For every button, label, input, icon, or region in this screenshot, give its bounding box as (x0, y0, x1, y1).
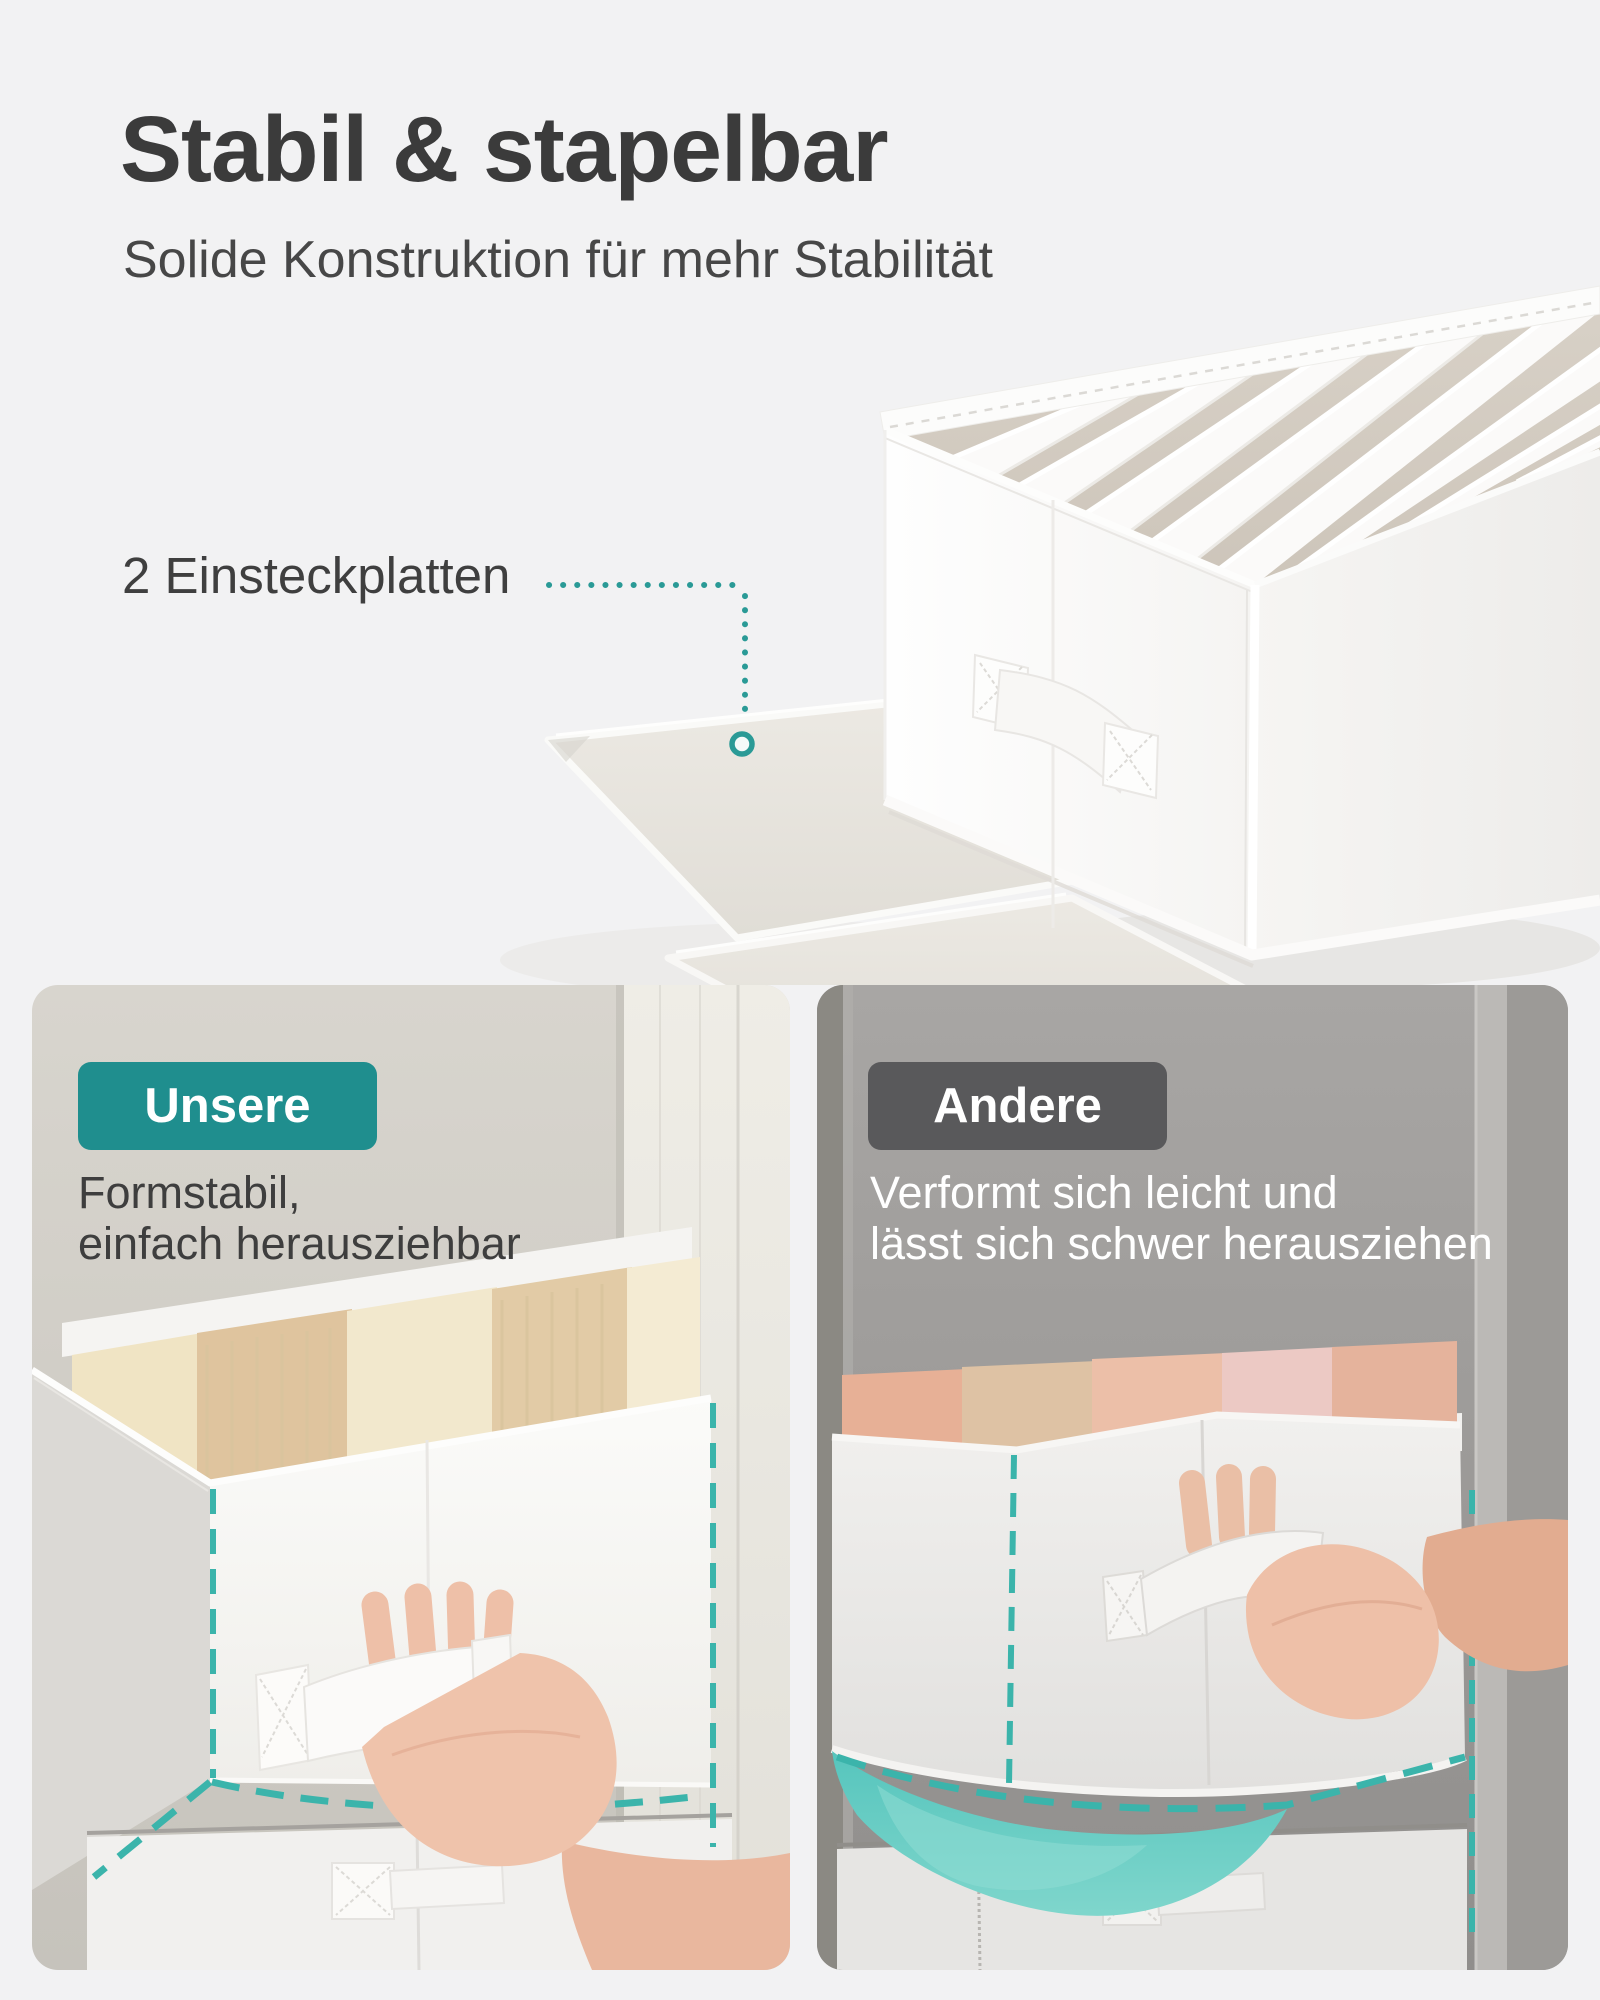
caption-others (870, 1167, 1493, 1269)
caption-others-line-1: Verformt sich leicht und (870, 1167, 1338, 1218)
callout-target-marker (732, 734, 752, 754)
caption-ours (78, 1167, 521, 1269)
badge-ours: Unsere (78, 1062, 377, 1150)
forearm (562, 1841, 790, 1970)
comparison-panel-ours (32, 985, 790, 1970)
callout-label: 2 Einsteckplatten (122, 547, 511, 604)
product-photo-organizer-box (0, 0, 1600, 985)
badge-others: Andere (868, 1062, 1167, 1150)
page-title: Stabil & stapelbar (120, 97, 888, 201)
caption-ours-line-2: einfach herausziehbar (78, 1218, 521, 1269)
comparison-panel-others (817, 985, 1568, 1970)
callout-connector-dotted-line (549, 585, 745, 722)
caption-ours-line-1: Formstabil, (78, 1167, 301, 1218)
page-subtitle: Solide Konstruktion für mehr Stabilität (123, 231, 993, 289)
caption-others-line-2: lässt sich schwer herausziehen (870, 1218, 1493, 1269)
